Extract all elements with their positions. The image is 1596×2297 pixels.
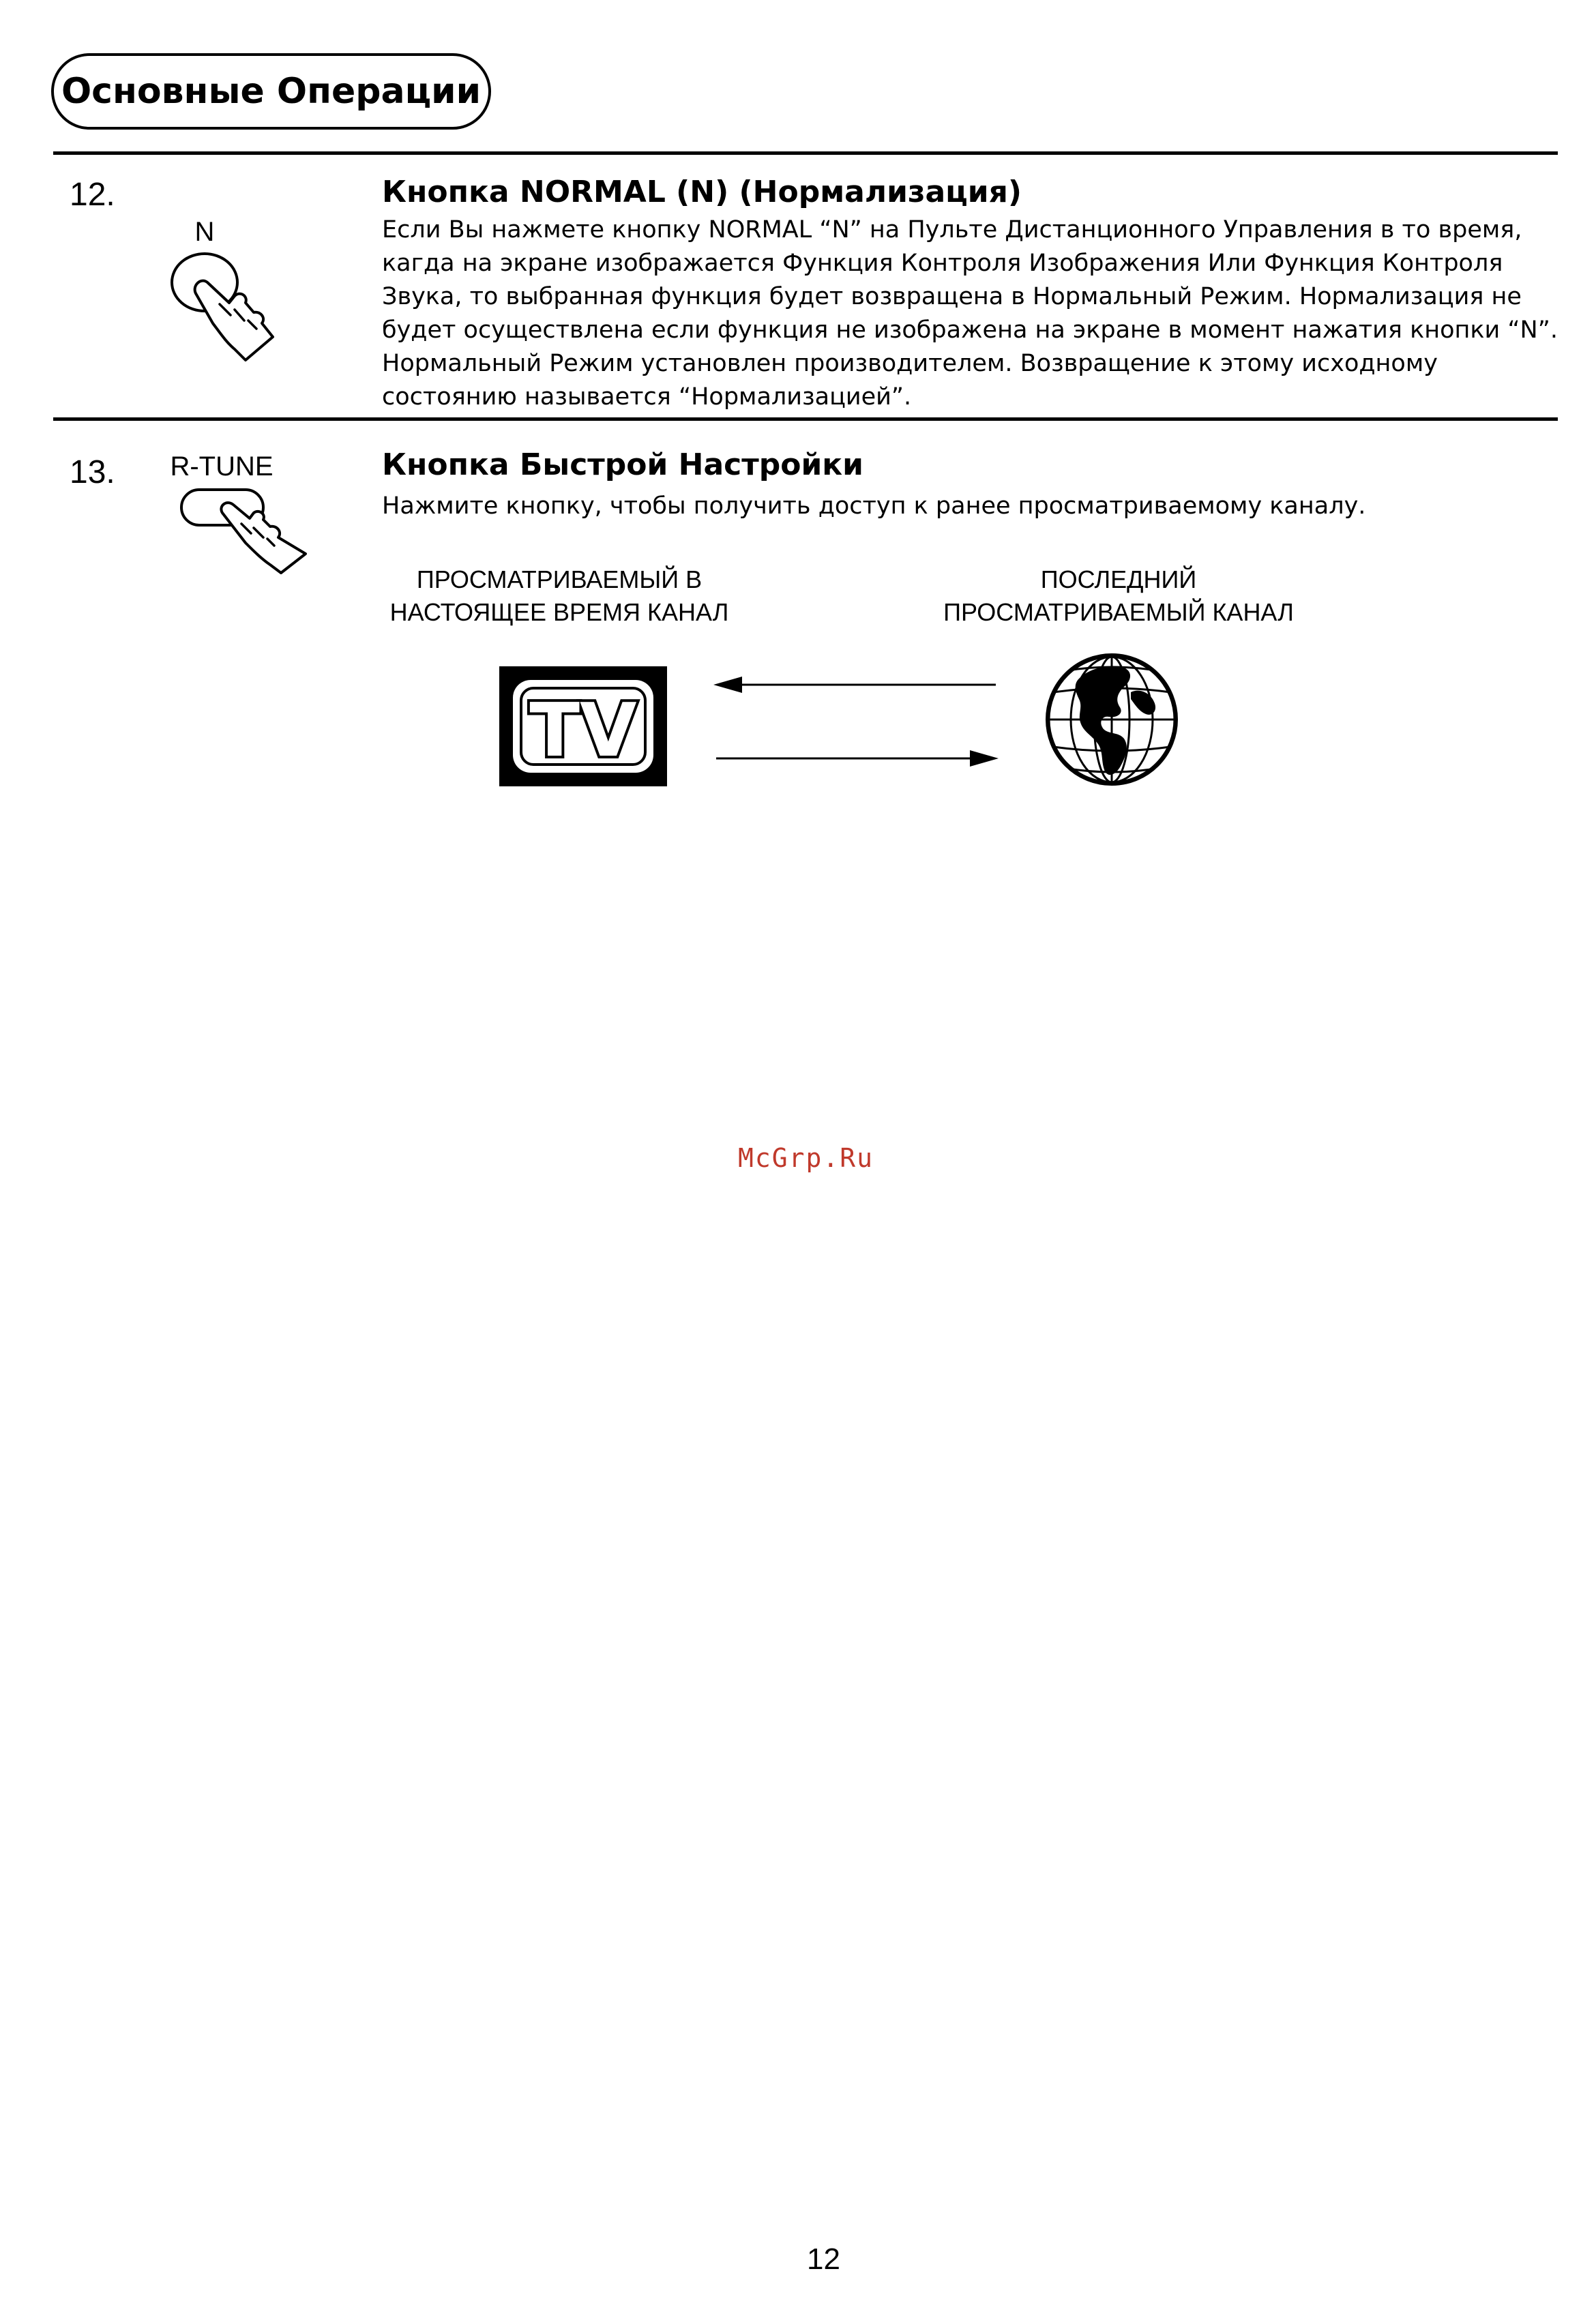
section-body-normal: Если Вы нажмете кнопку NORMAL “N” на Пульте Дистанционного Управления в то время, кагда на экране изображается Функция Контроля Изображения Или Функция Контроля Звука, то выбранная функция будет возвращена в Нормальный Режим. Нормализация не будет осуществлена если функция не изображена на экране в момент нажатия кнопки “N”. Нормальный Режим установлен производителем. Возвращение к этому исходному состоянию называется “Нормализацией”. [382,216,1558,411]
tv-text: TV [529,688,637,773]
hand-press-button-icon [164,247,300,363]
caption-line: ПРОСМАТРИВАЕМЫЙ КАНАЛ [943,598,1294,626]
step-number: 13. [70,454,115,490]
section-header [51,53,491,130]
hand-press-button-icon [179,486,315,574]
watermark: McGrp.Ru [738,1143,874,1173]
arrow-right-icon [970,750,999,767]
arrow-left-icon [713,677,742,693]
caption-current-channel [355,563,764,629]
caption-line: ПОСЛЕДНИЙ [1040,565,1197,593]
page-title: Основные Операции [61,71,482,112]
section-title-rtune: Кнопка Быстрой Настройки [382,447,863,482]
divider [53,417,1558,421]
page-number: 12 [807,2242,840,2276]
button-label-n: N [194,217,215,247]
button-label-rtune: R-TUNE [170,451,274,481]
globe-icon [1044,651,1180,788]
caption-line: ПРОСМАТРИВАЕМЫЙ В [416,565,703,593]
caption-line: НАСТОЯЩЕЕ ВРЕМЯ КАНАЛ [389,598,729,626]
section-title-normal: Кнопка NORMAL (N) (Нормализация) [382,175,1022,209]
section-body-rtune: Нажмите кнопку, чтобы получить доступ к ранее просматриваемому каналу. [382,492,1366,520]
tv-icon [498,665,668,788]
divider [53,151,1558,155]
step-number: 12. [70,177,115,213]
caption-last-channel [914,563,1323,629]
channel-switch-arrows [709,668,1003,771]
